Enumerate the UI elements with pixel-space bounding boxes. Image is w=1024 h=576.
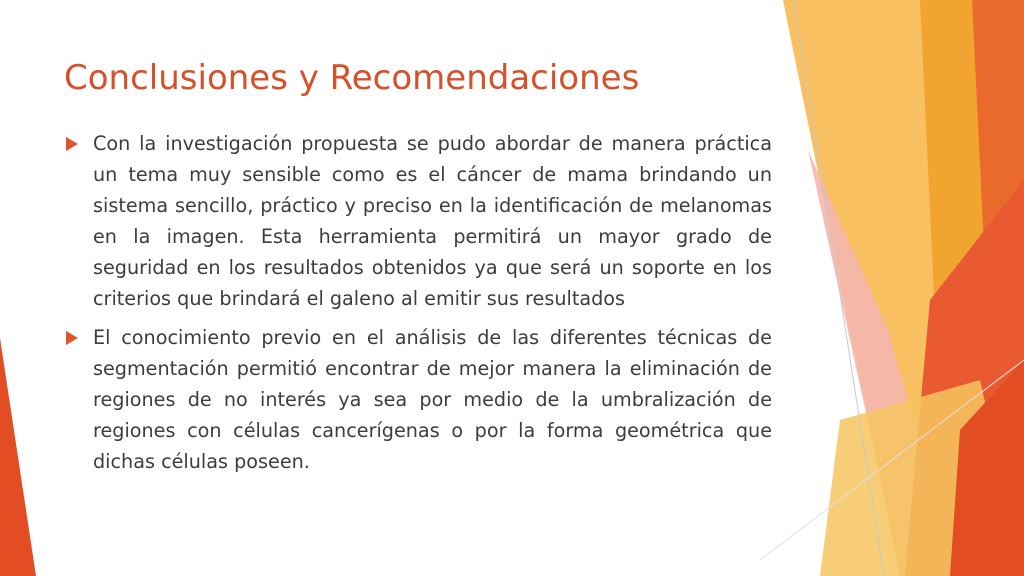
slide-title: Conclusiones y Recomendaciones (64, 58, 640, 98)
bullet-text: El conocimiento previo en el análisis de las diferentes técnicas de segmentación permitió encontrar de mejor manera la eliminación de regiones de no interés ya sea por medio de la umbralización de regiones con células cancerígenas o por la forma geométrica que dichas células poseen. (93, 326, 772, 473)
triangle-bullet-icon (66, 137, 78, 151)
triangle-bullet-icon (66, 331, 78, 345)
bullet-item (64, 322, 772, 477)
bullet-list (64, 128, 772, 485)
bullet-item (64, 128, 772, 314)
bullet-text: Con la investigación propuesta se pudo abordar de manera práctica un tema muy sensible como es el cáncer de mama brindando un sistema sencillo, práctico y preciso en la identificación de melanomas en la imagen. Esta herramienta permitirá un mayor grado de seguridad en los resultados obtenidos ya que será un soporte en los criterios que brindará el galeno al emitir sus resultados (93, 132, 772, 310)
left-facet-shape (0, 338, 36, 576)
